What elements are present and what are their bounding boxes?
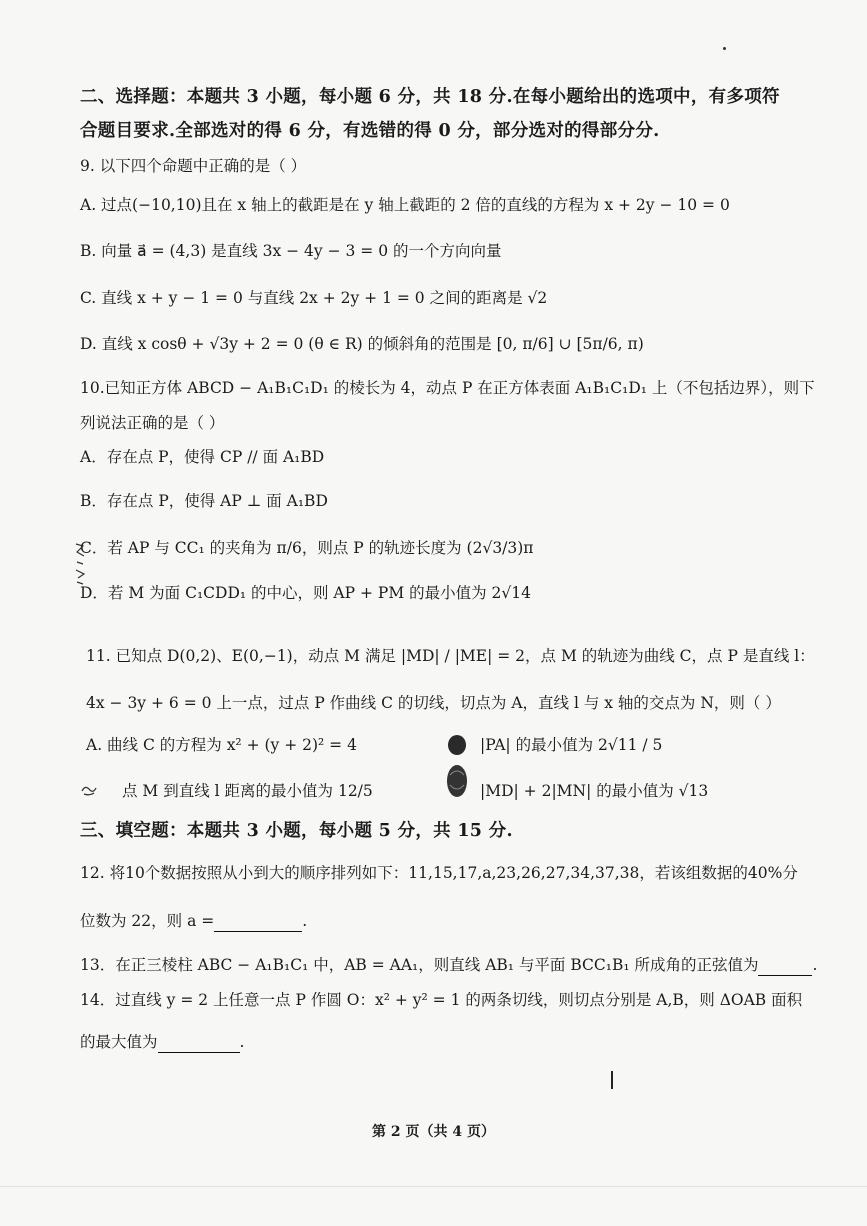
question-9-option-c: C. 直线 x + y − 1 = 0 与直线 2x + 2y + 1 = 0 之间的距离是 √2 <box>80 289 548 307</box>
question-11-option-b: |PA| 的最小值为 2√11 / 5 <box>480 736 663 754</box>
scan-speck <box>723 47 726 50</box>
stray-pen-tick <box>611 1071 613 1089</box>
question-13-text: 13．在正三棱柱 ABC − A₁B₁C₁ 中，AB = AA₁，则直线 AB₁ 与平面 BCC₁B₁ 所成角的正弦值为 <box>80 956 759 974</box>
question-10-stem-line2: 列说法正确的是（ ） <box>80 414 225 432</box>
answer-blank-14[interactable] <box>158 1032 240 1053</box>
answer-blank-12[interactable] <box>214 911 302 932</box>
question-14-line2 <box>80 1032 244 1053</box>
pen-scribble-mark-small <box>80 783 98 797</box>
question-14-line1: 14．过直线 y = 2 上任意一点 P 作圆 O：x² + y² = 1 的两条切线，则切点分别是 A,B，则 ΔOAB 面积 <box>80 991 803 1009</box>
question-14-text: 的最大值为 <box>80 1033 158 1051</box>
section2-heading-line1: 二、选择题：本题共 3 小题，每小题 6 分，共 18 分.在每小题给出的选项中，有多项符 <box>80 87 780 107</box>
question-11-option-c: 点 M 到直线 l 距离的最小值为 12/5 <box>122 782 373 800</box>
question-14-period: . <box>239 1033 245 1051</box>
pen-scribble-mark <box>74 540 86 586</box>
question-11-stem-line1: 11. 已知点 D(0,2)、E(0,−1)，动点 M 满足 |MD| / |ME| = 2，点 M 的轨迹为曲线 C，点 P 是直线 l： <box>86 647 815 665</box>
question-10-option-c: C．若 AP 与 CC₁ 的夹角为 π/6，则点 P 的轨迹长度为 (2√3/3)π <box>80 539 534 557</box>
section3-heading: 三、填空题：本题共 3 小题，每小题 5 分，共 15 分. <box>80 821 513 841</box>
section2-heading-line2: 合题目要求.全部选对的得 6 分，有选错的得 0 分，部分选对的得部分分. <box>80 121 660 141</box>
question-12-line2 <box>80 911 307 932</box>
question-9-option-b: B. 向量 a⃗ = (4,3) 是直线 3x − 4y − 3 = 0 的一个方向向量 <box>80 242 502 260</box>
question-13-line <box>80 955 817 976</box>
question-10-option-a: A．存在点 P，使得 CP // 面 A₁BD <box>80 448 325 466</box>
answer-blank-13[interactable] <box>758 955 812 976</box>
question-11-option-a: A. 曲线 C 的方程为 x² + (y + 2)² = 4 <box>86 736 357 754</box>
question-9-option-a: A. 过点(−10,10)且在 x 轴上的截距是在 y 轴上截距的 2 倍的直线的方程为 x + 2y − 10 = 0 <box>80 196 730 214</box>
ink-blot-mark <box>445 733 469 803</box>
question-9-option-d: D. 直线 x cosθ + √3y + 2 = 0 (θ ∈ R) 的倾斜角的范围是 [0, π/6] ∪ [5π/6, π) <box>80 335 644 353</box>
page-bottom-edge <box>0 1186 867 1187</box>
page-number: 第 2 页（共 4 页） <box>372 1124 495 1140</box>
question-12-text: 位数为 22，则 a = <box>80 912 215 930</box>
question-9-stem: 9. 以下四个命题中正确的是（ ） <box>80 157 307 175</box>
question-13-period: . <box>812 956 818 974</box>
question-12-period: . <box>302 912 308 930</box>
question-12-line1: 12. 将10个数据按照从小到大的顺序排列如下：11,15,17,a,23,26,27,34,37,38，若该组数据的40%分 <box>80 864 798 882</box>
question-11-option-d: |MD| + 2|MN| 的最小值为 √13 <box>480 782 709 800</box>
question-10-option-b: B．存在点 P，使得 AP ⊥ 面 A₁BD <box>80 492 328 510</box>
question-10-stem-line1: 10.已知正方体 ABCD − A₁B₁C₁D₁ 的棱长为 4，动点 P 在正方体表面 A₁B₁C₁D₁ 上（不包括边界），则下 <box>80 379 815 397</box>
question-10-option-d: D．若 M 为面 C₁CDD₁ 的中心，则 AP + PM 的最小值为 2√14 <box>80 584 532 602</box>
question-11-stem-line2: 4x − 3y + 6 = 0 上一点，过点 P 作曲线 C 的切线，切点为 A，直线 l 与 x 轴的交点为 N，则（ ） <box>86 694 781 712</box>
